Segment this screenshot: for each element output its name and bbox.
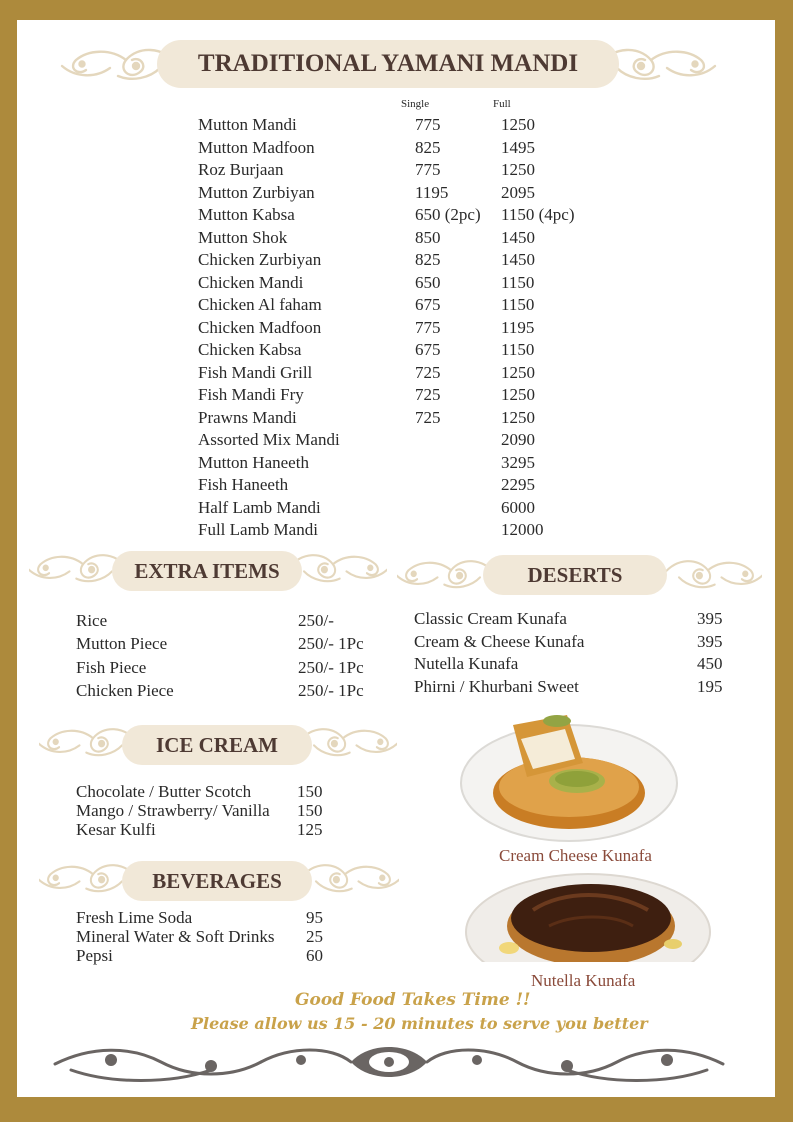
menu-item-single-price: 725 — [415, 407, 441, 427]
column-header-single: Single — [401, 98, 430, 110]
menu-item-name: Mutton Kabsa — [198, 205, 295, 224]
menu-page — [17, 20, 775, 1097]
nutella-kunafa-photo — [463, 870, 713, 962]
beverage-item-name: Pepsi — [76, 946, 113, 965]
menu-item-name: Chicken Kabsa — [198, 340, 302, 359]
menu-item-name: Fish Haneeth — [198, 475, 289, 494]
footer-line-2: Please allow us 15 - 20 minutes to serve you better — [191, 1014, 648, 1033]
menu-item-name: Prawns Mandi — [198, 407, 297, 427]
menu-item-full-price: 1450 — [501, 250, 535, 269]
menu-item-name: Mutton Haneeth — [198, 452, 309, 472]
desert-item-price: 395 — [697, 609, 723, 628]
menu-item-name: Roz Burjaan — [198, 160, 284, 179]
beverage-item-price: 25 — [306, 927, 323, 946]
extra-item-name: Chicken Piece — [76, 680, 174, 700]
bottom-border-ornament — [51, 1040, 727, 1091]
menu-item-full-price: 2095 — [501, 182, 535, 202]
extra-item-price: 250/- 1Pc — [298, 680, 364, 700]
menu-item-name: Mutton Zurbiyan — [198, 182, 315, 202]
menu-item-single-price: 725 — [415, 362, 441, 382]
beverage-item-price: 95 — [306, 908, 323, 927]
desert-item-name: Nutella Kunafa — [414, 654, 519, 673]
menu-item-name: Fish Mandi Fry — [198, 385, 304, 404]
menu-item-single-price: 850 — [415, 227, 441, 247]
flourish-right-ornament — [299, 858, 399, 907]
flourish-right-ornament — [287, 548, 387, 597]
desert-item-price: 395 — [697, 631, 723, 651]
menu-item-name: Half Lamb Mandi — [198, 497, 321, 517]
menu-item-full-price: 12000 — [501, 520, 544, 539]
menu-item-full-price: 1250 — [501, 407, 535, 427]
menu-item-single-price: 825 — [415, 137, 441, 157]
beverages-heading: BEVERAGES — [122, 861, 312, 901]
footer-line-1: Good Food Takes Time !! — [295, 990, 531, 1010]
column-header-full: Full — [493, 98, 511, 110]
menu-item-single-price: 675 — [415, 340, 441, 359]
menu-item-single-price: 775 — [415, 317, 441, 337]
menu-item-single-price: 1195 — [415, 182, 449, 202]
deserts-heading: DESERTS — [483, 555, 667, 595]
menu-item-full-price: 3295 — [501, 452, 535, 472]
menu-item-full-price: 1150 — [501, 295, 535, 314]
ice-cream-item-price: 125 — [297, 820, 323, 839]
desert-item-price: 195 — [697, 676, 723, 696]
ice-cream-item-name: Kesar Kulfi — [76, 820, 156, 839]
menu-item-full-price: 1150 — [501, 272, 535, 292]
desert-item-name: Phirni / Khurbani Sweet — [414, 676, 579, 696]
extra-item-name: Rice — [76, 611, 108, 630]
menu-item-full-price: 1195 — [501, 317, 535, 337]
desert-item-name: Classic Cream Kunafa — [414, 609, 567, 628]
desert-item-price: 450 — [697, 654, 723, 673]
cream-cheese-kunafa-caption: Cream Cheese Kunafa — [499, 846, 652, 865]
menu-item-full-price: 1495 — [501, 137, 535, 157]
extra-item-name: Fish Piece — [76, 657, 147, 677]
menu-item-single-price: 650 — [415, 272, 441, 292]
menu-item-full-price: 1250 — [501, 160, 535, 179]
menu-item-name: Chicken Mandi — [198, 272, 304, 292]
desert-item-name: Cream & Cheese Kunafa — [414, 631, 585, 651]
menu-item-full-price: 1150 (4pc) — [501, 205, 575, 224]
extra-items-heading: EXTRA ITEMS — [112, 551, 302, 591]
extra-item-price: 250/- 1Pc — [298, 657, 364, 677]
beverage-item-name: Fresh Lime Soda — [76, 908, 193, 927]
menu-item-full-price: 2295 — [501, 475, 535, 494]
menu-item-name: Chicken Madfoon — [198, 317, 322, 337]
menu-item-single-price: 650 (2pc) — [415, 205, 481, 224]
flourish-right-ornament — [297, 722, 397, 771]
ice-cream-item-name: Chocolate / Butter Scotch — [76, 782, 252, 801]
menu-item-full-price: 1150 — [501, 340, 535, 359]
menu-item-name: Chicken Al faham — [198, 295, 322, 314]
ice-cream-item-name: Mango / Strawberry/ Vanilla — [76, 801, 270, 820]
menu-item-full-price: 1250 — [501, 362, 535, 382]
menu-item-single-price: 675 — [415, 295, 441, 314]
menu-item-single-price: 775 — [415, 115, 441, 134]
menu-item-name: Assorted Mix Mandi — [198, 430, 340, 449]
nutella-kunafa-caption: Nutella Kunafa — [531, 971, 636, 990]
menu-item-full-price: 6000 — [501, 497, 535, 517]
main-menu-title: TRADITIONAL YAMANI MANDI — [157, 40, 619, 88]
menu-item-single-price: 725 — [415, 385, 441, 404]
menu-item-name: Mutton Mandi — [198, 115, 297, 134]
flourish-right-ornament — [662, 554, 762, 603]
menu-item-name: Chicken Zurbiyan — [198, 250, 322, 269]
menu-item-name: Mutton Shok — [198, 227, 288, 247]
menu-item-name: Full Lamb Mandi — [198, 520, 318, 539]
menu-item-full-price: 1250 — [501, 115, 535, 134]
menu-item-name: Fish Mandi Grill — [198, 362, 313, 382]
menu-item-name: Mutton Madfoon — [198, 137, 315, 157]
ice-cream-item-price: 150 — [297, 782, 323, 801]
extra-item-name: Mutton Piece — [76, 634, 168, 654]
menu-item-single-price: 775 — [415, 160, 441, 179]
ice-cream-heading: ICE CREAM — [122, 725, 312, 765]
beverage-item-price: 60 — [306, 946, 323, 965]
flourish-left-ornament — [397, 554, 497, 603]
menu-item-full-price: 1450 — [501, 227, 535, 247]
extra-item-price: 250/- 1Pc — [298, 634, 364, 654]
menu-item-single-price: 825 — [415, 250, 441, 269]
menu-item-full-price: 2090 — [501, 430, 535, 449]
extra-item-price: 250/- — [298, 611, 334, 630]
menu-item-full-price: 1250 — [501, 385, 535, 404]
cream-cheese-kunafa-photo — [457, 703, 681, 845]
ice-cream-item-price: 150 — [297, 801, 323, 820]
beverage-item-name: Mineral Water & Soft Drinks — [76, 927, 275, 946]
